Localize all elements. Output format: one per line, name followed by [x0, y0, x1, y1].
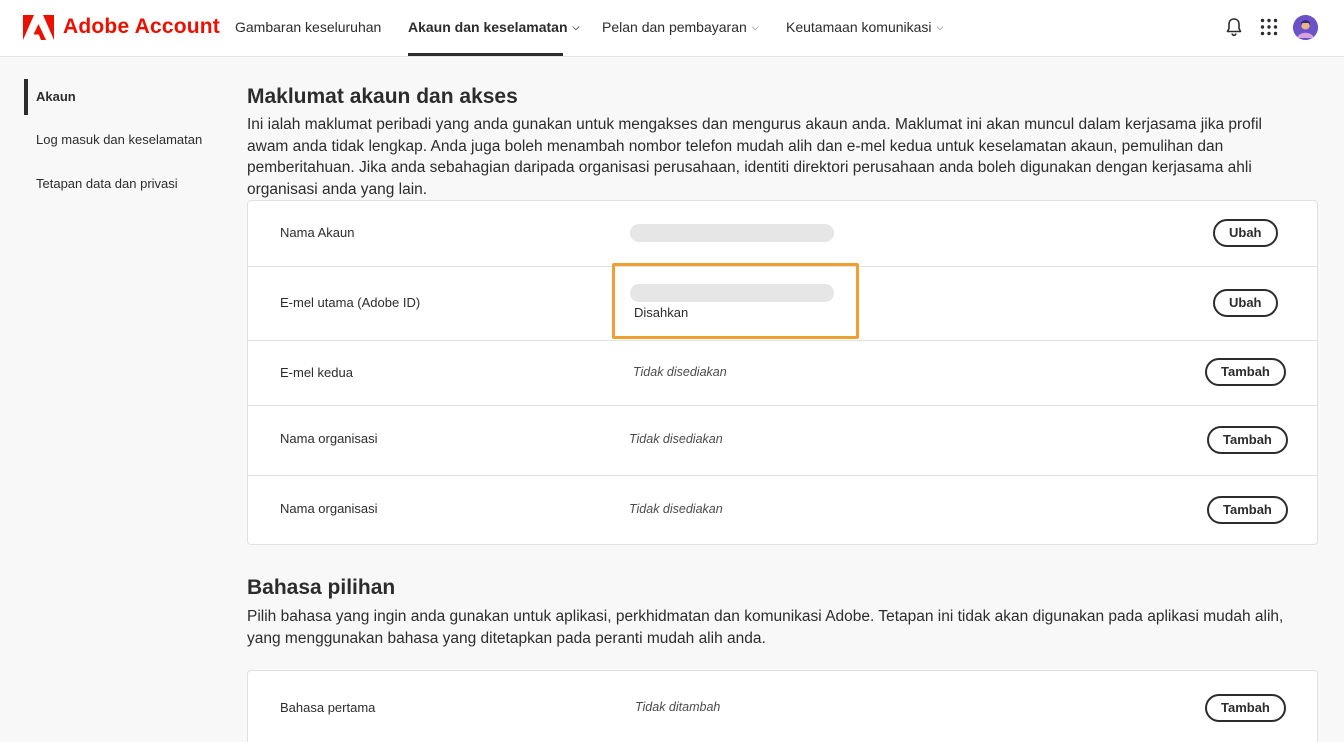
chevron-down-icon: ⌵ [572, 22, 580, 32]
edit-primary-email-button[interactable]: Ubah [1213, 289, 1278, 317]
nav-overview[interactable] [235, 19, 381, 57]
sidebar-item-data-privacy[interactable] [24, 166, 178, 202]
add-secondary-email-button[interactable]: Tambah [1205, 358, 1286, 386]
top-navigation-bar [0, 0, 1344, 57]
account-section-description: Ini ialah maklumat peribadi yang anda gunakan untuk mengakses dan mengurus akaun anda. Maklumat ini akan muncul dalam kerjasama jika profil awam anda tidak lengkap. Anda juga boleh menambah nombor telefon mudah alih dan e-mel kedua untuk keselamatan akaun, pemulihan dan pemberitahuan. Jika anda sebahagian daripada organisasi perusahaan, identiti direktori perusahaan anda boleh digunakan dengan kerjasama ahli organisasi anda yang lain. [247, 116, 1262, 198]
nav-overview-label: Gambaran keseluruhan [235, 19, 382, 35]
table-row [248, 267, 1317, 341]
row-label: Bahasa pertama [280, 700, 376, 715]
add-first-language-button[interactable]: Tambah [1205, 694, 1286, 722]
account-section-title: Maklumat akaun dan akses [247, 85, 518, 108]
sidebar-item-label: Akaun [36, 89, 76, 104]
verified-status: Disahkan [634, 305, 689, 320]
adobe-logo-icon[interactable] [23, 15, 54, 40]
sidebar-item-account[interactable] [24, 79, 76, 115]
nav-account-security-label: Akaun dan keselamatan [408, 19, 568, 35]
edit-account-name-button[interactable]: Ubah [1213, 219, 1278, 247]
table-row [248, 671, 1317, 742]
nav-plans-payment-label: Pelan dan pembayaran [602, 19, 747, 35]
nav-account-security[interactable] [408, 19, 579, 57]
avatar[interactable] [1293, 15, 1318, 40]
nav-communication-preferences[interactable] [786, 19, 943, 57]
nav-communication-preferences-label: Keutamaan komunikasi [786, 19, 932, 35]
active-tab-indicator [408, 53, 563, 56]
organization-name-value: Tidak disediakan [629, 432, 723, 446]
row-label: Nama organisasi [280, 431, 378, 446]
apps-grid-icon[interactable] [1258, 16, 1280, 38]
user-avatar-icon [1293, 15, 1318, 40]
row-label: E-mel kedua [280, 365, 353, 380]
brand-title[interactable]: Adobe Account [63, 15, 220, 38]
row-label: Nama organisasi [280, 501, 378, 516]
row-label: Nama Akaun [280, 225, 355, 240]
add-organization-name-button[interactable]: Tambah [1207, 496, 1288, 524]
language-card [247, 670, 1318, 742]
table-row [248, 201, 1317, 267]
language-section-title: Bahasa pilihan [247, 576, 396, 599]
chevron-down-icon: ⌵ [751, 22, 759, 32]
sidebar-item-label: Tetapan data dan privasi [36, 176, 178, 191]
table-row [248, 476, 1317, 545]
nav-plans-payment[interactable] [602, 19, 759, 57]
organization-name-value: Tidak disediakan [629, 502, 723, 516]
add-organization-name-button[interactable]: Tambah [1207, 426, 1288, 454]
language-section-description: Pilih bahasa yang ingin anda gunakan untuk aplikasi, perkhidmatan dan komunikasi Adobe. Tetapan ini tidak akan digunakan pada aplikasi mudah alih, yang menggunakan bahasa yang ditetapkan pada peranti mudah alih anda. [247, 608, 1284, 647]
account-name-value-placeholder [630, 224, 834, 242]
row-label: E-mel utama (Adobe ID) [280, 295, 421, 310]
account-info-card [247, 200, 1318, 545]
table-row [248, 341, 1317, 406]
highlight-box [612, 263, 859, 339]
sidebar-item-login-security[interactable] [24, 122, 202, 158]
secondary-email-value: Tidak disediakan [633, 365, 727, 379]
first-language-value: Tidak ditambah [635, 700, 721, 714]
sidebar-item-label: Log masuk dan keselamatan [36, 132, 203, 147]
chevron-down-icon: ⌵ [936, 22, 944, 32]
table-row [248, 406, 1317, 476]
bell-icon[interactable] [1223, 16, 1245, 38]
